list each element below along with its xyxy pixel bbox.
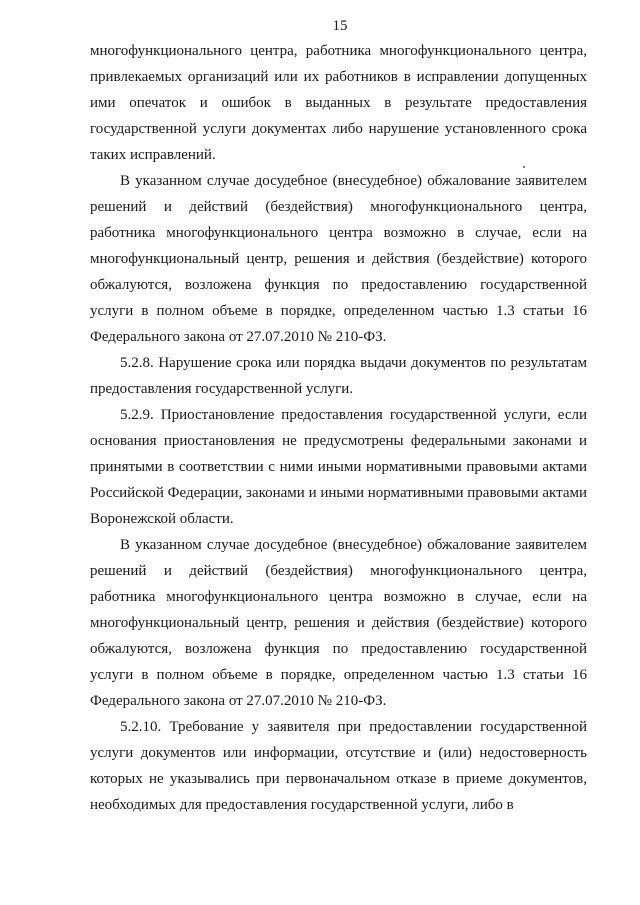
paragraph-5-2-10: 5.2.10. Требование у заявителя при предоставлении государственной услуги документов или информации, отсутствие и (или) недостоверность которых не указывались при первоначальном отказе в приеме документов, необходимых для предоставления государственной услуги, либо в (90, 719, 587, 813)
paragraph-appeal-note-1: В указанном случае досудебное (внесудебное) обжалование заявителем решений и действий (бездействия) многофункционального центра, работника многофункционального центра возможно в случае, если на многофункциональный центр, решения и действия (бездействие) которого обжалуются, возложена функция по предоставлению государственной услуги в полном объеме в порядке, определенном частью 1.3 статьи 16 Федерального закона от 27.07.2010 № 210-ФЗ. (90, 173, 587, 345)
paragraph-5-2-9: 5.2.9. Приостановление предоставления государственной услуги, если основания приостановления не предусмотрены федеральными законами и принятыми в соответствии с ними иными нормативными правовыми актами Российской Федерации, законами и иными нормативными правовыми актами Воронежской области. (90, 407, 588, 527)
paragraph-continuation: многофункционального центра, работника многофункционального центра, привлекаемых организаций или их работников в исправлении допущенных ими опечаток и ошибок в выданных в результате предоставления государственной услуги документах либо нарушение установленного срока таких исправлений. (90, 43, 587, 163)
paragraph-appeal-note-2: В указанном случае досудебное (внесудебное) обжалование заявителем решений и действий (бездействия) многофункционального центра, работника многофункционального центра возможно в случае, если на многофункциональный центр, решения и действия (бездействие) которого обжалуются, возложена функция по предоставлению государственной услуги в полном объеме в порядке, определенном частью 1.3 статьи 16 Федерального закона от 27.07.2010 № 210-ФЗ. (90, 537, 587, 709)
page-number: 15 (332, 18, 348, 34)
paragraph-5-2-8: 5.2.8. Нарушение срока или порядка выдачи документов по результатам предоставления государственной услуги. (90, 355, 587, 397)
document-body (90, 38, 587, 818)
